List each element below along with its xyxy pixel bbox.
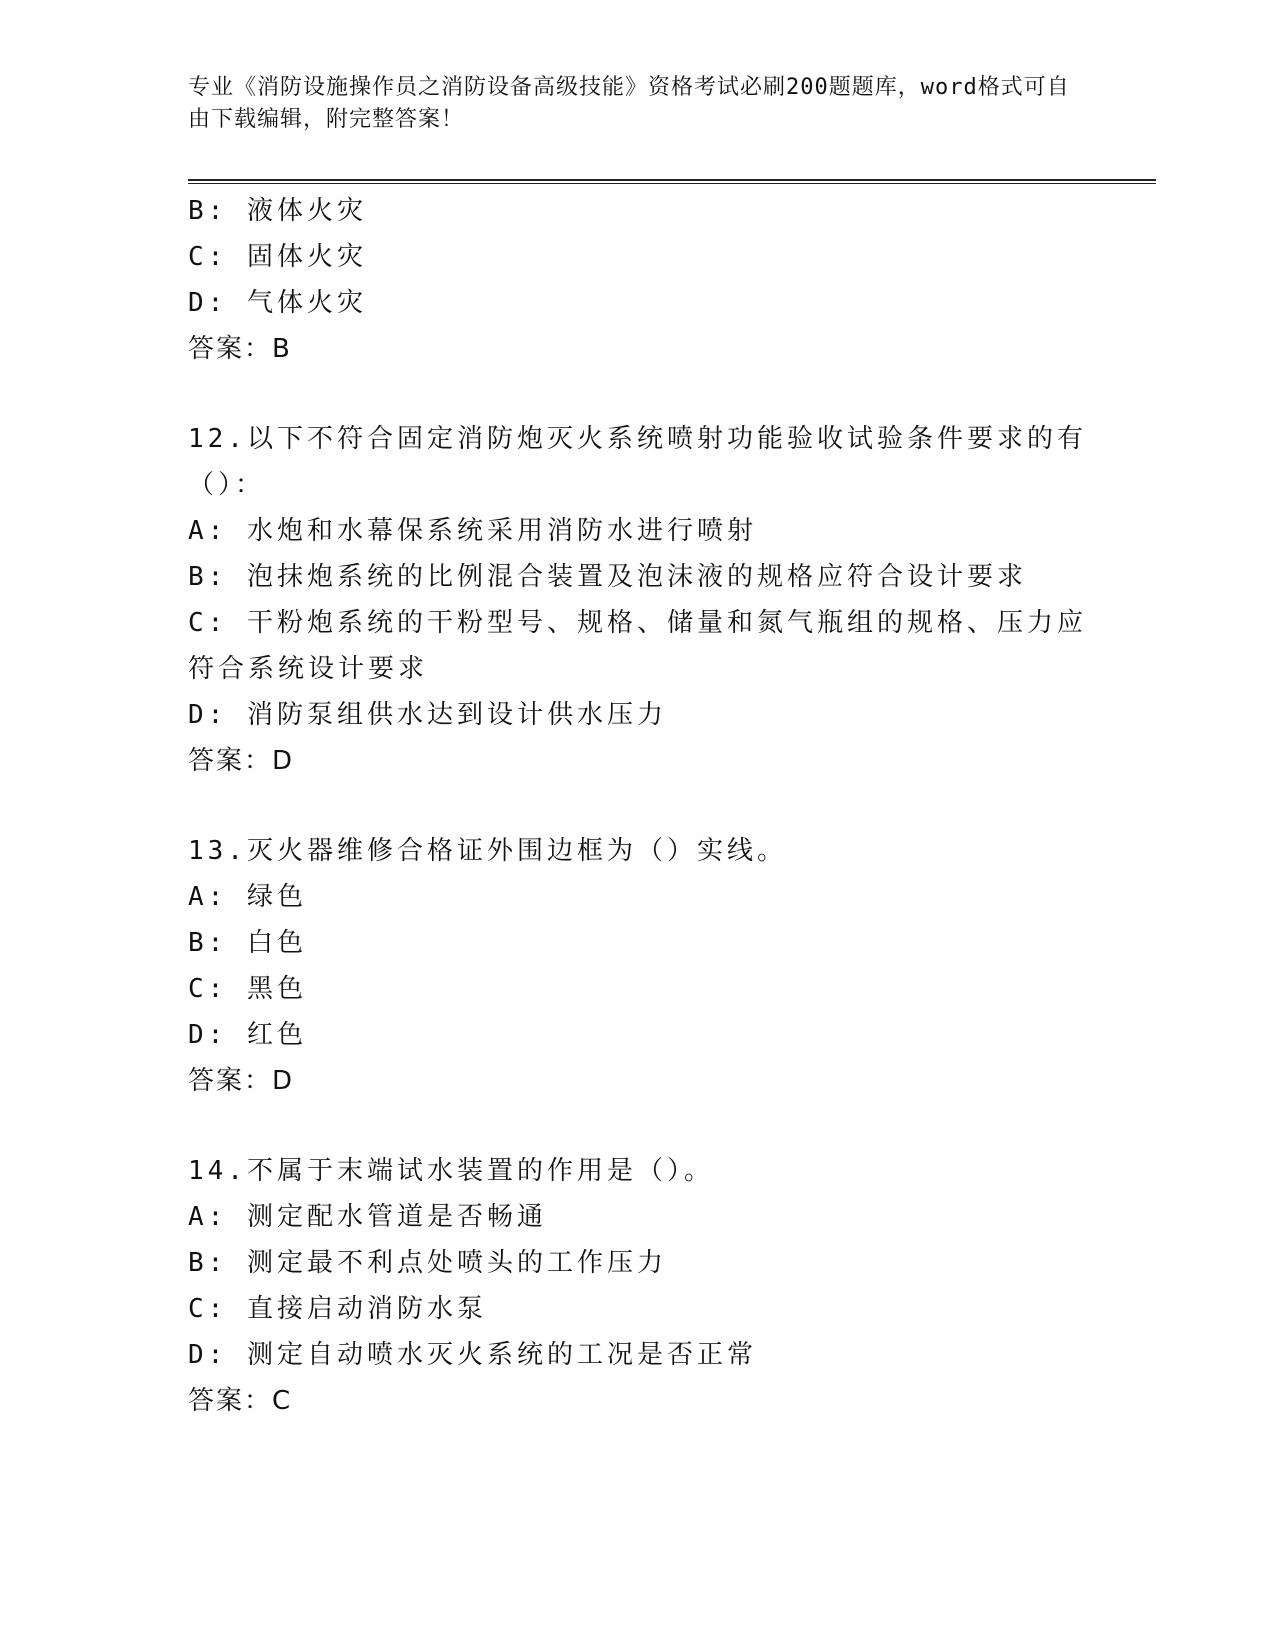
document-header: 专业《消防设施操作员之消防设备高级技能》资格考试必刷200题题库，word格式可自由下载编辑，附完整答案！ xyxy=(188,75,1070,132)
answer: 答案：D xyxy=(188,746,295,776)
question-14 xyxy=(188,1148,1088,1424)
question-stem: 12.以下不符合固定消防炮灭火系统喷射功能验收试验条件要求的有（）： xyxy=(188,424,1087,500)
question-12 xyxy=(188,416,1088,784)
option-d: D: 红色 xyxy=(188,1020,307,1050)
option-b: B: 测定最不利点处喷头的工作压力 xyxy=(188,1248,667,1278)
header-divider xyxy=(188,179,1156,184)
option-d: D: 测定自动喷水灭火系统的工况是否正常 xyxy=(188,1340,757,1370)
option-b: B: 白色 xyxy=(188,928,307,958)
option-c: C: 固体火灾 xyxy=(188,242,367,272)
option-c: C: 干粉炮系统的干粉型号、规格、储量和氮气瓶组的规格、压力应符合系统设计要求 xyxy=(188,608,1087,684)
option-a: A: 绿色 xyxy=(188,882,307,912)
question-13 xyxy=(188,828,1088,1104)
option-a: A: 测定配水管道是否畅通 xyxy=(188,1202,547,1232)
answer: 答案：B xyxy=(188,334,292,364)
option-c: C: 直接启动消防水泵 xyxy=(188,1294,487,1324)
option-c: C: 黑色 xyxy=(188,974,307,1004)
question-stem: 13.灭火器维修合格证外围边框为（）实线。 xyxy=(188,836,787,866)
answer: 答案：C xyxy=(188,1386,293,1416)
option-a: A: 水炮和水幕保系统采用消防水进行喷射 xyxy=(188,516,757,546)
document-body xyxy=(188,188,1088,1424)
option-d: D: 消防泵组供水达到设计供水压力 xyxy=(188,700,667,730)
question-11-continued xyxy=(188,188,1088,372)
question-stem: 14.不属于末端试水装置的作用是（）。 xyxy=(188,1156,714,1186)
option-b: B: 泡抹炮系统的比例混合装置及泡沫液的规格应符合设计要求 xyxy=(188,562,1027,592)
answer: 答案：D xyxy=(188,1066,295,1096)
option-b: B: 液体火灾 xyxy=(188,196,367,226)
option-d: D: 气体火灾 xyxy=(188,288,367,318)
